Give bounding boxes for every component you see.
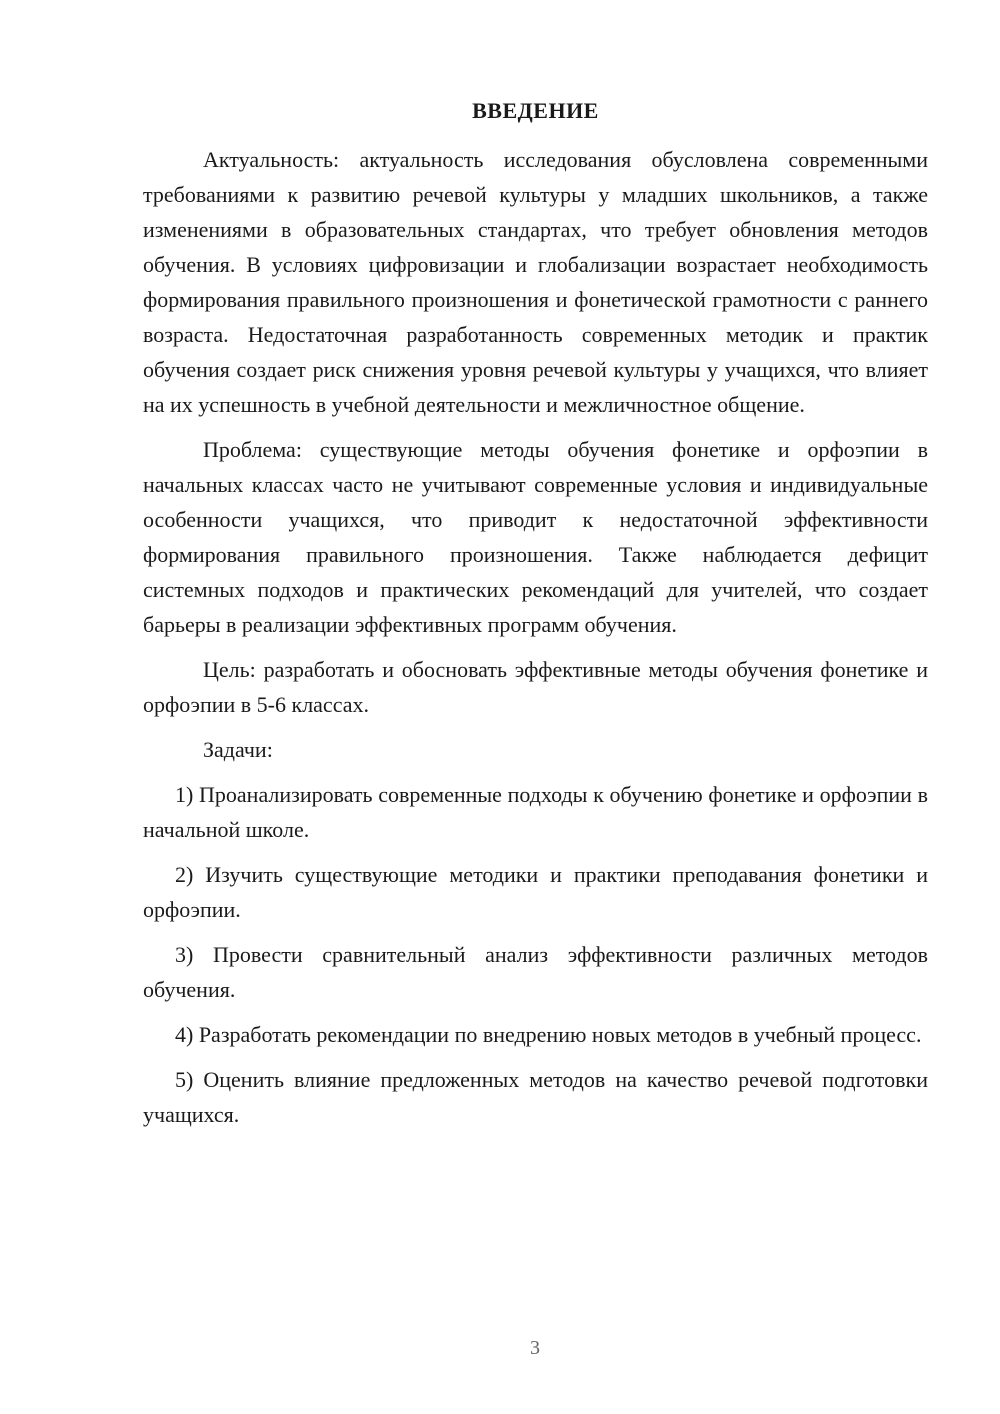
task-item-3: 3) Провести сравнительный анализ эффективности различных методов обучения. bbox=[143, 942, 928, 1002]
task-item-2: 2) Изучить существующие методики и практики преподавания фонетики и орфоэпии. bbox=[143, 862, 928, 922]
paragraph-problem: Проблема: существующие методы обучения фонетике и орфоэпии в начальных классах часто не учитывают современные условия и индивидуальные особенности учащихся, что приводит к недостаточной эффективности формирования правильного произношения. Также наблюдается дефицит системных подходов и практических рекомендаций для учителей, что создает барьеры в реализации эффективных программ обучения. bbox=[143, 437, 928, 637]
task-item-5: 5) Оценить влияние предложенных методов на качество речевой подготовки учащихся. bbox=[143, 1067, 928, 1127]
tasks-heading: Задачи: bbox=[203, 737, 273, 762]
page-content bbox=[143, 93, 928, 1142]
section-title: ВВЕДЕНИЕ bbox=[472, 98, 599, 123]
task-item-4: 4) Разработать рекомендации по внедрению новых методов в учебный процесс. bbox=[175, 1022, 922, 1047]
task-item-1: 1) Проанализировать современные подходы к обучению фонетике и орфоэпии в начальной школе. bbox=[143, 782, 928, 842]
paragraph-goal: Цель: разработать и обосновать эффективные методы обучения фонетике и орфоэпии в 5-6 классах. bbox=[143, 657, 928, 717]
paragraph-relevance: Актуальность: актуальность исследования обусловлена современными требованиями к развитию речевой культуры у младших школьников, а также изменениями в образовательных стандартах, что требует обновления методов обучения. В условиях цифровизации и глобализации возрастает необходимость формирования правильного произношения и фонетической грамотности с раннего возраста. Недостаточная разработанность современных методик и практик обучения создает риск снижения уровня речевой культуры у учащихся, что влияет на их успешность в учебной деятельности и межличностное общение. bbox=[143, 147, 928, 417]
page-number: 3 bbox=[530, 1337, 540, 1359]
